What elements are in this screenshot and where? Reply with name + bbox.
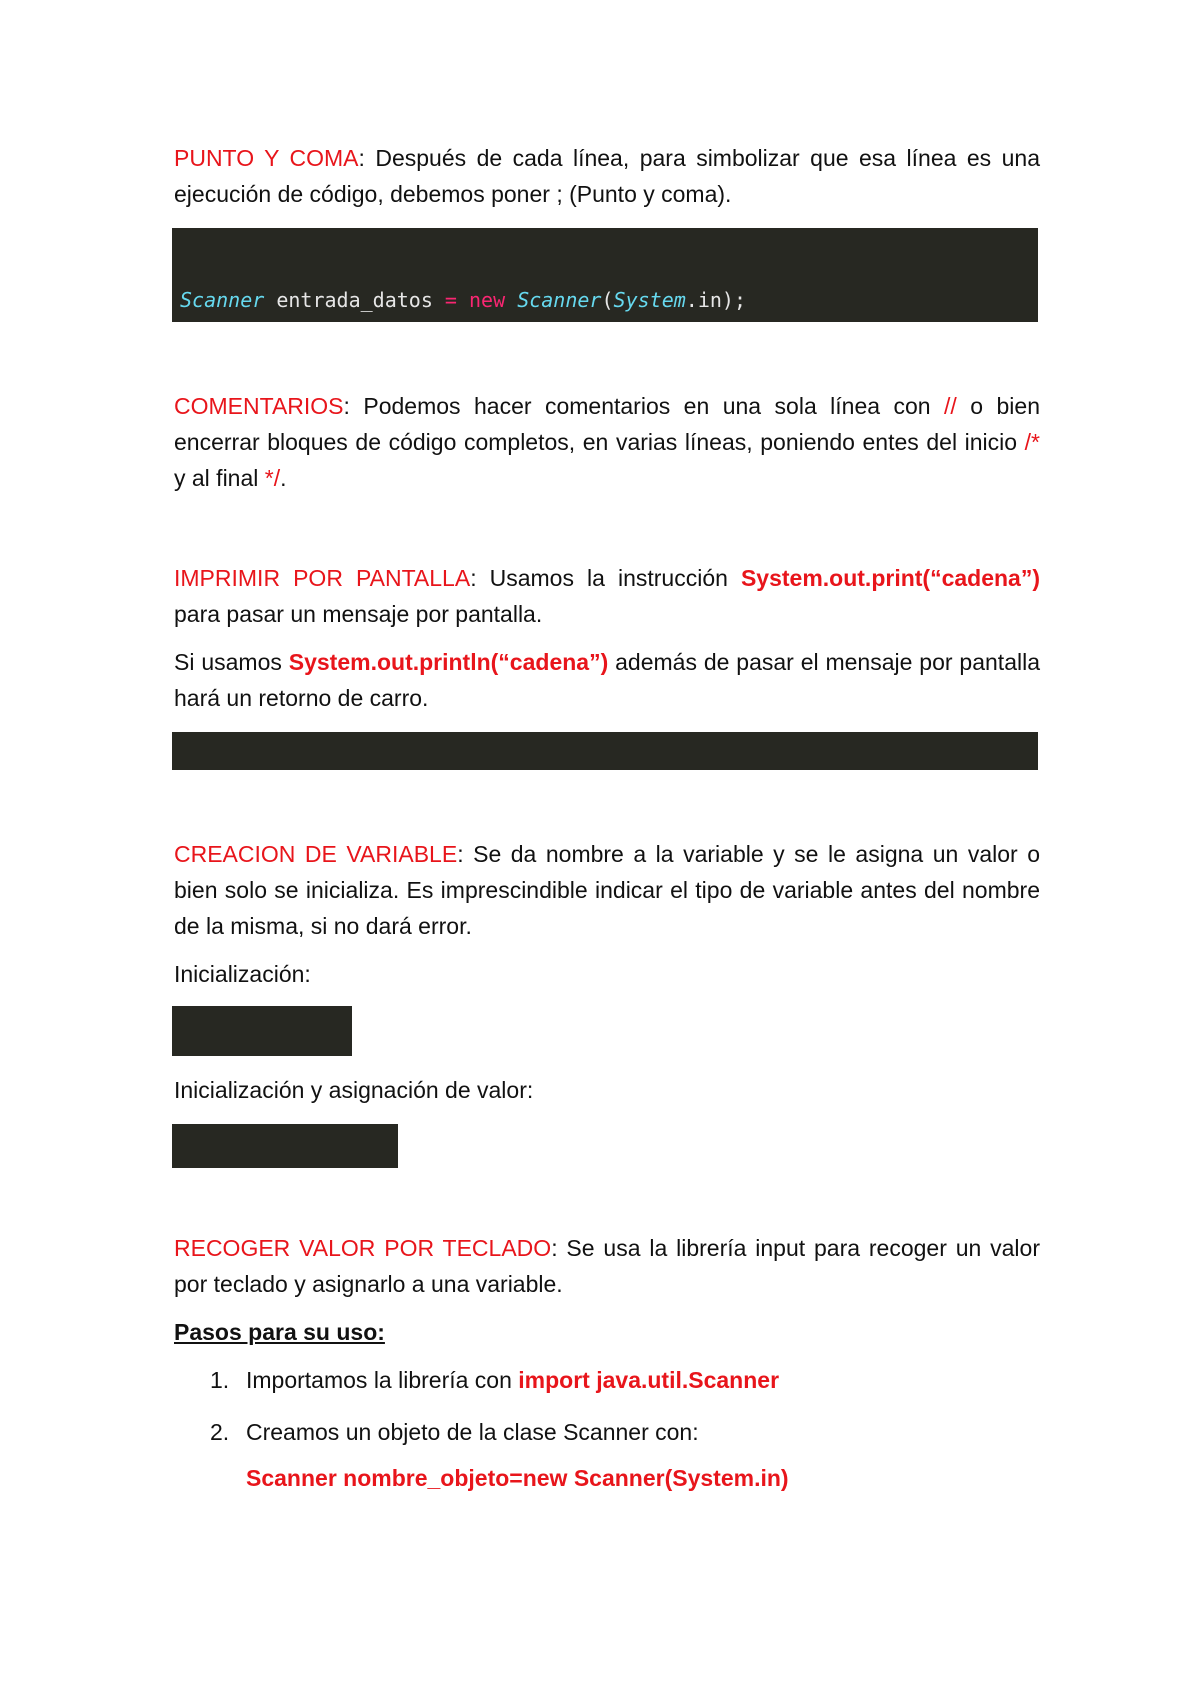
code-block-int-newvar xyxy=(172,1006,352,1056)
paragraph-text: : Después de cada línea, para simbolizar que esa línea es una ejecución de código, debemos poner ; (Punto y coma). xyxy=(174,145,1041,207)
pasos-heading: Pasos para su uso: xyxy=(174,1319,385,1345)
heading-imprimir: IMPRIMIR POR PANTALLA xyxy=(174,565,471,591)
list-item-continuation xyxy=(174,1460,1040,1496)
code-block-int-newvar-10 xyxy=(172,1124,398,1168)
paragraph-println: Si usamos System.out.println(“cadena”) además de pasar el mensaje por pantalla hará un retorno de carro. xyxy=(174,649,1040,711)
code-line: Scanner entrada_datos = new Scanner(System.in); xyxy=(180,288,746,312)
paragraph-recoger: RECOGER VALOR POR TECLADO: Se usa la librería input para recoger un valor por teclado y asignarlo a una variable. xyxy=(174,1235,1040,1297)
paragraph-variable: CREACION DE VARIABLE: Se da nombre a la variable y se le asigna un valor o bien solo se inicializa. Es imprescindible indicar el tipo de variable antes del nombre de la misma, si no dará error. xyxy=(174,841,1040,939)
command-print: System.out.print(“cadena”) xyxy=(740,565,1040,591)
heading-comentarios: COMENTARIOS xyxy=(174,393,344,419)
paragraph-punto-y-coma xyxy=(174,140,1040,212)
code-block-scanner xyxy=(172,228,1038,322)
command-println: System.out.println(“cadena”) xyxy=(288,649,609,675)
command-scanner-new: Scanner nombre_objeto=new Scanner(System.in) xyxy=(246,1465,789,1491)
list-item: 2. Creamos un objeto de la clase Scanner con: xyxy=(210,1419,699,1445)
code-block-println xyxy=(172,732,1038,770)
document-content xyxy=(174,140,1040,1496)
label-inicializacion: Inicialización: xyxy=(174,961,311,987)
heading-recoger: RECOGER VALOR POR TECLADO xyxy=(174,1235,552,1261)
heading-variable: CREACION DE VARIABLE xyxy=(174,841,458,867)
list-item: 1. Importamos la librería con import java.util.Scanner xyxy=(210,1367,780,1393)
heading-punto-y-coma: PUNTO Y COMA xyxy=(174,145,359,171)
paragraph-comentarios: COMENTARIOS: Podemos hacer comentarios en una sola línea con // o bien encerrar bloques de código completos, en varias líneas, poniendo entes del inicio /* y al final */. xyxy=(174,393,1040,491)
label-inicializacion-asignacion: Inicialización y asignación de valor: xyxy=(174,1077,534,1103)
paragraph-imprimir: IMPRIMIR POR PANTALLA: Usamos la instrucción System.out.print(“cadena”) para pasar un mensaje por pantalla. xyxy=(174,565,1040,627)
steps-list xyxy=(174,1362,1040,1496)
command-import: import java.util.Scanner xyxy=(518,1367,780,1393)
